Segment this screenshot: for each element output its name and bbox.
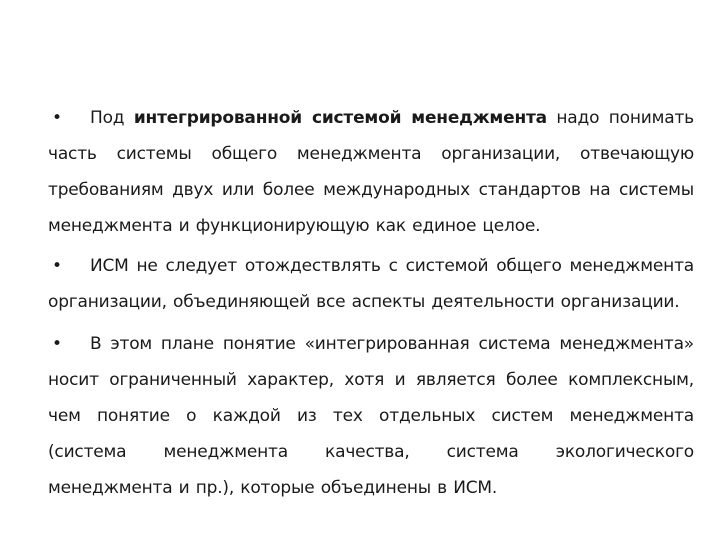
bullet-list bbox=[48, 100, 694, 506]
paragraph-1-bold-term: интегрированной системой менеджмента bbox=[133, 108, 547, 128]
bullet-item-2 bbox=[48, 248, 694, 320]
bullet-item-3 bbox=[48, 326, 694, 506]
paragraph-2-text: ИСМ не следует отождествлять с системой общего менеджмента организации, объединяющей все аспекты деятельности организации. bbox=[48, 256, 694, 312]
bullet-item-1 bbox=[48, 100, 694, 244]
paragraph-1-prefix: Под bbox=[90, 108, 134, 128]
paragraph-1-suffix: надо понимать часть системы общего менеджмента организации, отвечающую требованиям двух или более международных стандартов на системы менеджмента и функционирующую как единое целое. bbox=[48, 108, 694, 236]
bullet-marker: • bbox=[52, 108, 62, 128]
bullet-marker: • bbox=[52, 256, 62, 276]
bullet-marker: • bbox=[52, 334, 62, 354]
paragraph-3-text: В этом плане понятие «интегрированная система менеджмента» носит ограниченный характер, хотя и является более комплексным, чем понятие о каждой из тех отдельных систем менеджмента (система менеджмента качества, система экологического менеджмента и пр.), которые объединены в ИСМ. bbox=[48, 334, 694, 498]
